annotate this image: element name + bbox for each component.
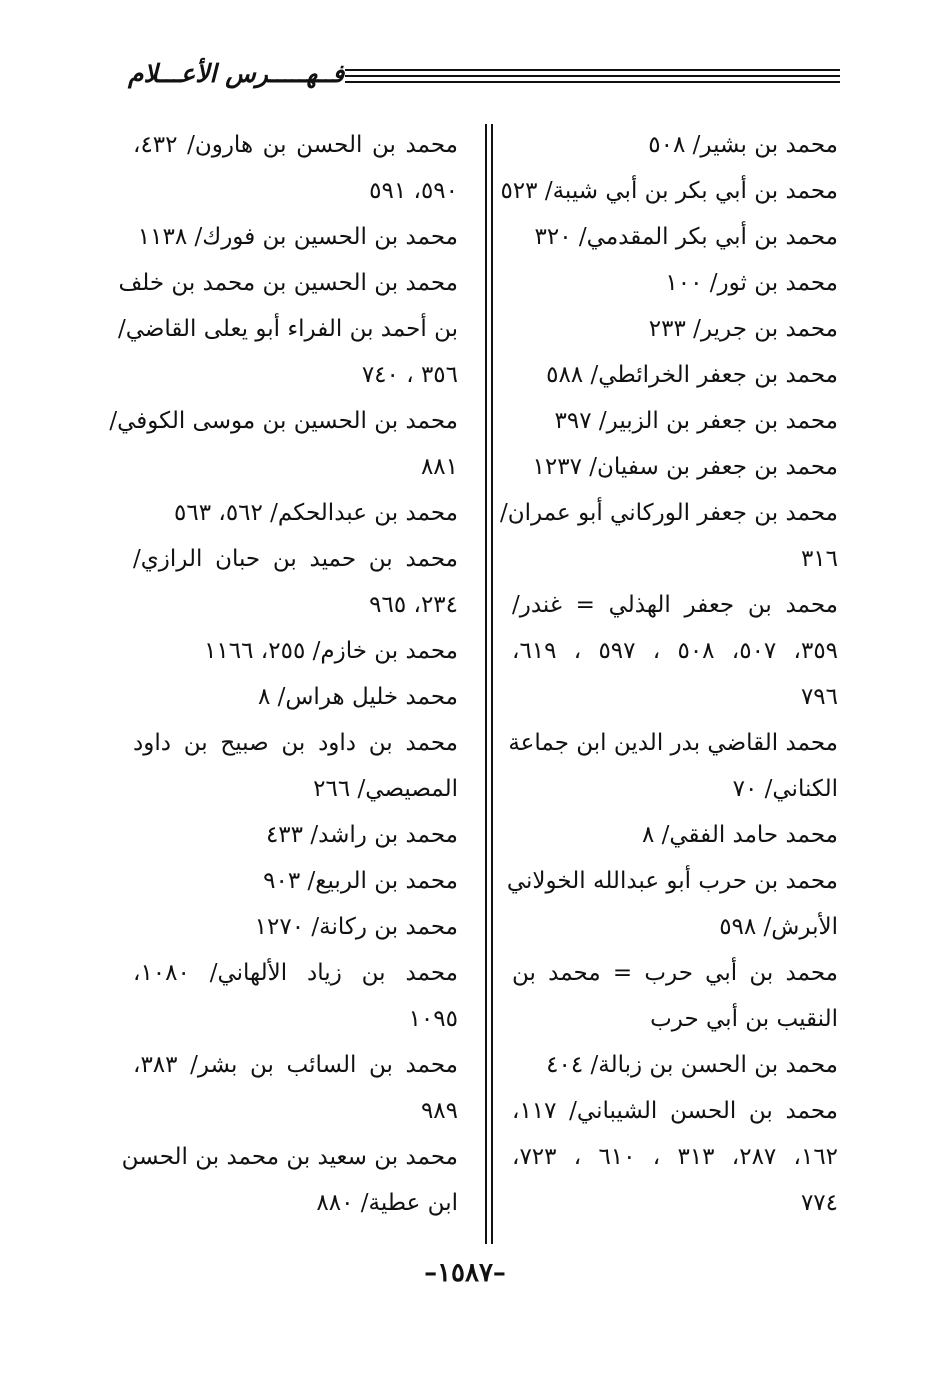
index-entry-line: بن أحمد بن الفراء أبو يعلى القاضي/ xyxy=(117,316,458,342)
index-entry-line: النقيب بن أبي حرب xyxy=(650,1006,838,1032)
index-entry-line: محمد بن أبي بكر المقدمي/ ٣٢٠ xyxy=(534,224,838,250)
index-entry-line: محمد بن راشد/ ٤٣٣ xyxy=(265,822,458,848)
header-rule xyxy=(345,75,840,77)
index-entry-line: محمد حامد الفقي/ ٨ xyxy=(641,822,838,848)
index-entry-line: محمد بن الحسن بن زبالة/ ٤٠٤ xyxy=(546,1052,838,1078)
index-entry-line: محمد بن حميد بن حبان الرازي/ xyxy=(133,546,458,572)
index-column-left xyxy=(109,122,458,1226)
index-entry-line: ٥٩٠، ٥٩١ xyxy=(369,178,458,204)
index-entry-line: الأبرش/ ٥٩٨ xyxy=(719,914,838,940)
index-entry-line: المصيصي/ ٢٦٦ xyxy=(313,776,458,802)
header-rule xyxy=(345,81,840,83)
header-rule xyxy=(345,69,840,71)
index-entry-line: محمد بن حرب أبو عبدالله الخولاني xyxy=(506,868,838,894)
index-entry-line: محمد بن ثور/ ١٠٠ xyxy=(665,270,838,296)
index-entry-line: محمد بن أبي حرب = محمد بن xyxy=(512,960,838,986)
index-entry-line: محمد بن الحسين بن موسى الكوفي/ xyxy=(109,408,458,434)
index-entry-line: محمد بن خازم/ ٢٥٥، ١١٦٦ xyxy=(204,638,458,664)
index-entry-line: الكناني/ ٧٠ xyxy=(732,776,838,802)
index-entry-line: ١٠٩٥ xyxy=(408,1006,458,1032)
index-entry-line: محمد بن بشير/ ٥٠٨ xyxy=(648,132,838,158)
column-divider xyxy=(485,124,493,1244)
index-entry-line: ١٦٢، ٢٨٧، ٣١٣ ، ٦١٠ ، ٧٢٣، xyxy=(512,1144,839,1170)
index-entry-line: ٨٨١ xyxy=(420,454,458,480)
index-entry-line: محمد بن داود بن صبيح بن داود xyxy=(133,730,458,756)
header-title: فــهـــــرس الأعـــلام xyxy=(128,59,345,88)
index-entry-line: محمد بن عبدالحكم/ ٥٦٢، ٥٦٣ xyxy=(174,500,458,526)
index-entry-line: محمد بن جعفر بن الزبير/ ٣٩٧ xyxy=(554,408,838,434)
index-entry-line: ٣٥٦ ، ٧٤٠ xyxy=(361,362,458,388)
page-header xyxy=(110,55,840,95)
index-entry-line: محمد بن الحسن الشيباني/ ١١٧، xyxy=(512,1098,838,1124)
index-entry-line: محمد بن زياد الألهاني/ ١٠٨٠، xyxy=(133,960,458,986)
index-entry-line: ٣١٦ xyxy=(800,546,838,572)
index-entry-line: محمد بن الحسين بن فورك/ ١١٣٨ xyxy=(137,224,458,250)
index-entry-line: محمد القاضي بدر الدين ابن جماعة xyxy=(508,730,838,756)
index-entry-line: ٩٨٩ xyxy=(420,1098,458,1124)
index-entry-line: ٧٧٤ xyxy=(800,1190,838,1216)
index-entry-line: محمد بن جعفر الوركاني أبو عمران/ xyxy=(500,500,838,526)
index-entry-line: محمد بن الربيع/ ٩٠٣ xyxy=(263,868,458,894)
index-entry-line: محمد بن السائب بن بشر/ ٣٨٣، xyxy=(133,1052,458,1078)
index-entry-line: محمد خليل هراس/ ٨ xyxy=(257,684,458,710)
index-entry-line: ٣٥٩، ٥٠٧، ٥٠٨ ، ٥٩٧ ، ٦١٩، xyxy=(512,638,839,664)
index-entry-line: ٧٩٦ xyxy=(800,684,838,710)
index-column-right xyxy=(500,122,839,1226)
index-entry-line: ٢٣٤، ٩٦٥ xyxy=(369,592,458,618)
index-entry-line: محمد بن الحسن بن هارون/ ٤٣٢، xyxy=(133,132,458,158)
index-entry-line: ابن عطية/ ٨٨٠ xyxy=(316,1190,458,1216)
index-entry-line: محمد بن جرير/ ٢٣٣ xyxy=(648,316,838,342)
index-entry-line: محمد بن جعفر الهذلي = غندر/ xyxy=(512,592,838,618)
index-entry-line: محمد بن ركانة/ ١٢٧٠ xyxy=(254,914,458,940)
index-entry-line: محمد بن جعفر الخرائطي/ ٥٨٨ xyxy=(546,362,838,388)
page-number: –١٥٨٧– xyxy=(424,1258,506,1288)
index-entry-line: محمد بن أبي بكر بن أبي شيبة/ ٥٢٣ xyxy=(500,178,838,204)
index-entry-line: محمد بن سعيد بن محمد بن الحسن xyxy=(121,1144,458,1170)
index-entry-line: محمد بن جعفر بن سفيان/ ١٢٣٧ xyxy=(532,454,838,480)
index-entry-line: محمد بن الحسين بن محمد بن خلف xyxy=(118,270,458,296)
